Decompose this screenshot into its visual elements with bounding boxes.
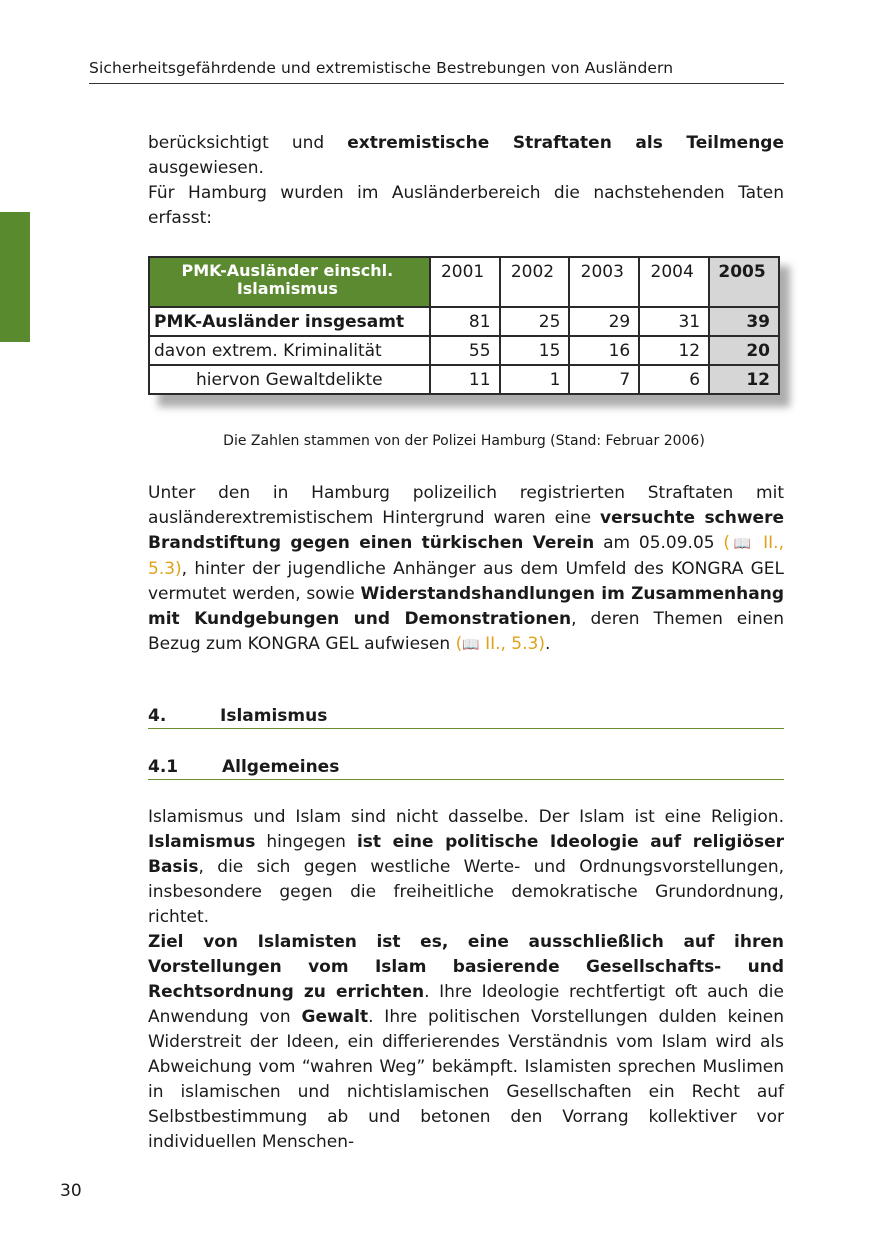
table-cell: 29 <box>569 307 639 336</box>
section-heading-4: 4. Islamismus <box>148 706 784 729</box>
cross-reference-link[interactable]: (📖 II., 5.3) <box>455 634 545 654</box>
table-cell-highlighted: 12 <box>709 365 779 394</box>
section-heading-4-1: 4.1 Allgemeines <box>148 757 784 780</box>
chapter-tab-marker <box>0 212 30 342</box>
table-cell: 15 <box>500 336 570 365</box>
hamburg-paragraph: Unter den in Hamburg polizeilich registrierten Straftaten mit ausländerextremistischem Hintergrund waren eine versuchte schwere Brandstiftung gegen einen türkischen Verein am 05.09.05 (📖 II., 5.3), hinter der jugendliche Anhänger aus dem Umfeld des KONGRA GEL vermutet werden, sowie Widerstandshandlungen im Zusammenhang mit Kundgebungen und Demonstrationen, deren Themen einen Bezug zum KONGRA GEL aufwiesen (📖 II., 5.3). <box>148 483 785 654</box>
table-row <box>149 307 779 336</box>
cross-reference-link[interactable]: (📖 II., 5.3) <box>148 533 784 579</box>
table-header-row <box>149 257 779 307</box>
page-number: 30 <box>60 1181 82 1201</box>
table-cell: 55 <box>430 336 500 365</box>
running-header: Sicherheitsgefährdende und extremistische Bestrebungen von Ausländern <box>89 59 784 84</box>
islamism-paragraph-2: Ziel von Islamisten ist es, eine ausschließlich auf ihren Vorstellungen vom Islam basierende Gesellschafts- und Rechtsordnung zu errichten. Ihre Ideologie rechtfertigt oft auch die Anwendung von Gewalt. Ihre politischen Vorstellungen dulden keinen Widerstreit der Ideen, ein differierendes Verständnis vom Islam wird als Abweichung vom “wahren Weg” bekämpft. Islamisten sprechen Muslimen in islamischen und nichtislamischen Gesellschaften ein Recht auf Selbstbestimmung ab und betonen den Vorrang kollektiver vor individuellen Menschen- <box>148 932 784 1152</box>
table-cell: 1 <box>500 365 570 394</box>
row-label: PMK-Ausländer insgesamt <box>149 307 430 336</box>
intro-text <box>148 131 784 231</box>
table-cell: 11 <box>430 365 500 394</box>
table-cell: 7 <box>569 365 639 394</box>
table-cell: 81 <box>430 307 500 336</box>
row-label: hiervon Gewaltdelikte <box>149 365 430 394</box>
table-cell-highlighted: 39 <box>709 307 779 336</box>
year-header: 2002 <box>500 257 570 307</box>
year-header: 2001 <box>430 257 500 307</box>
book-icon: 📖 <box>730 536 755 552</box>
year-header: 2004 <box>639 257 709 307</box>
table-row <box>149 336 779 365</box>
table-cell: 31 <box>639 307 709 336</box>
statistics-table <box>148 256 780 395</box>
islamism-paragraph-1: Islamismus und Islam sind nicht dasselbe. Der Islam ist eine Religion. Islamismus hingegen ist eine politische Ideologie auf religiöser Basis, die sich gegen westliche Werte- und Ordnungsvorstellungen, insbesondere gegen die freiheitliche demokratische Grundordnung, richtet. <box>148 807 784 927</box>
table-cell: 6 <box>639 365 709 394</box>
table-row <box>149 365 779 394</box>
year-header-highlighted: 2005 <box>709 257 779 307</box>
table-cell: 12 <box>639 336 709 365</box>
intro-paragraph-1: berücksichtigt und extremistische Straftaten als Teilmenge ausgewiesen. <box>148 133 784 178</box>
row-label: davon extrem. Kriminalität <box>149 336 430 365</box>
year-header: 2003 <box>569 257 639 307</box>
book-icon: 📖 <box>462 637 480 653</box>
intro-paragraph-2: Für Hamburg wurden im Ausländerbereich die nachstehenden Taten erfasst: <box>148 183 784 228</box>
table-cell: 16 <box>569 336 639 365</box>
table-cell-highlighted: 20 <box>709 336 779 365</box>
table-caption: Die Zahlen stammen von der Polizei Hamburg (Stand: Februar 2006) <box>223 433 705 449</box>
table-header-label: PMK-Ausländer einschl. Islamismus <box>149 257 430 307</box>
table-cell: 25 <box>500 307 570 336</box>
